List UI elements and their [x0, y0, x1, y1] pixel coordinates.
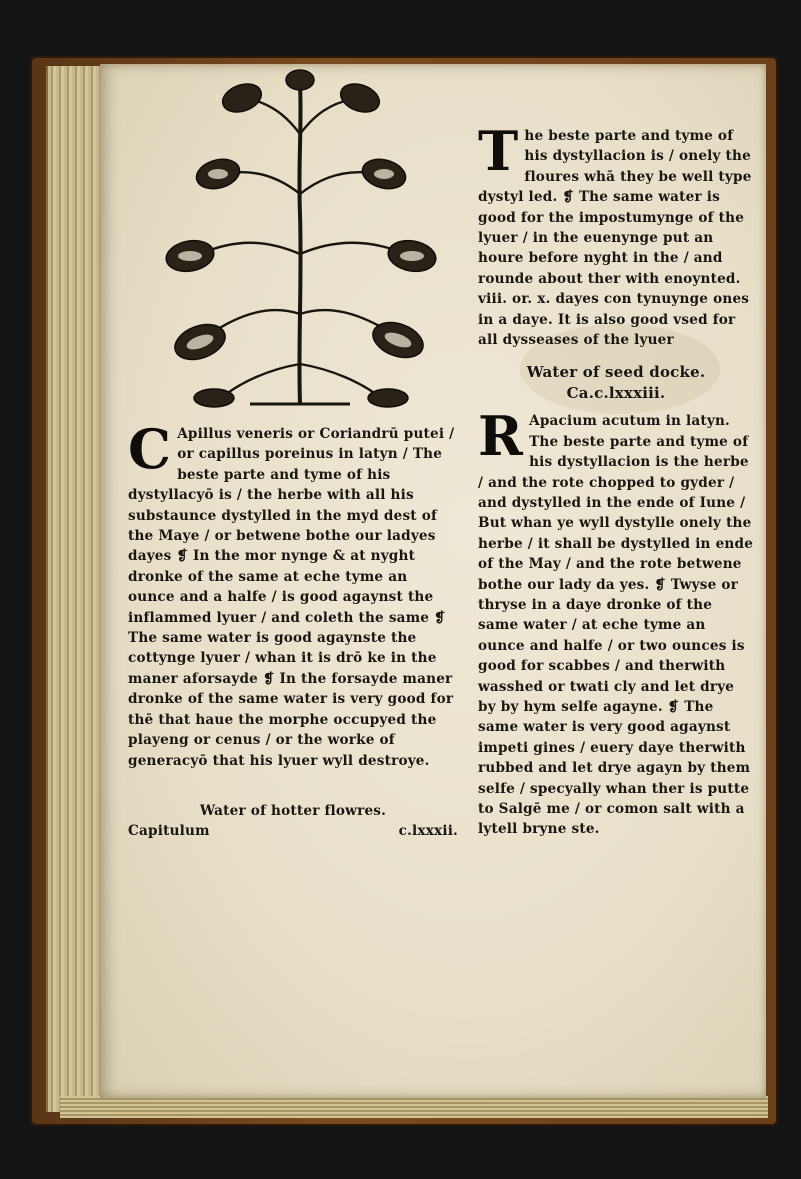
page-edges-left	[46, 66, 108, 1112]
right-column	[478, 119, 754, 840]
chapter-heading-seed-docke: Water of seed docke. Ca.c.lxxxiii.	[526, 363, 706, 402]
dropcap-c: C	[128, 417, 172, 481]
chapter-number-row	[128, 821, 458, 841]
left-paragraph-1	[128, 417, 458, 771]
chapter-number: c.lxxxii.	[398, 823, 458, 840]
right-paragraph-2-text: Apacium acutum in latyn. The beste parte and tyme of his dystyllacion is the herbe / and the rote chopped to gyder / and dystylled in the ende of Iune / But whan ye wyll dystylle onely the herbe / it shall be dystylled in ende of the May / and the rote betwene bothe our lady da yes. ❡ Twyse or thryse in a daye dronke of the same water / at eche tyme an ounce and halfe / or two ounces is good for scabbes / and therwith wasshed or twati cly and let drye by by hym selfe agayne. ❡ The same water is very good agaynst impeti gines / euery daye therwith rubbed and let drye agayn by them selfe / specyally whan ther is putte to Salgē me / or comon salt with a lytell bryne ste.	[478, 413, 754, 838]
woodcut-plant-illustration	[130, 64, 470, 409]
chapter-heading-hotter-flowres: Water of hotter flowres.	[199, 802, 387, 819]
dropcap-t: T	[478, 119, 519, 183]
right-paragraph-1	[478, 119, 754, 350]
right-paragraph-1-text: he beste parte and tyme of his dystyllacion is / onely the floures whā they be well type dystyl led. ❡ The same water is good for the impostumynge of the lyuer / in the euenynge put an houre before nyght in the / and rounde about ther with enoynted. viii. or. x. dayes con tynuynge ones in a daye. It is also good vsed for all dysseases of the lyuer	[478, 128, 752, 349]
left-paragraph-1-text: Apillus veneris or Coriandrū putei / or capillus poreinus in latyn / The beste parte and tyme of his dystyllacyō is / the herbe with all his substaunce dystylled in the myd dest of the Maye / or betwene bothe our ladyes dayes ❡ In the mor nynge & at nyght dronke of the same at eche tyme an ounce and a halfe / is good agaynst the inflammed lyuer / and coleth the same ❡ The same water is good agaynste the cottynge lyuer / whan it is drō ke in the maner aforsayde ❡ In the forsayde maner dronke of the same water is very good for thē that haue the morphe occupyed the playeng or cenus / or the worke of generacyō that his lyuer wyll destroye.	[128, 426, 455, 769]
chapter-label: Capitulum	[128, 823, 210, 840]
right-paragraph-2	[478, 404, 754, 840]
left-column	[128, 417, 458, 846]
book-page	[100, 64, 766, 1098]
dropcap-r: R	[478, 404, 524, 469]
page-edges-bottom	[60, 1096, 768, 1118]
